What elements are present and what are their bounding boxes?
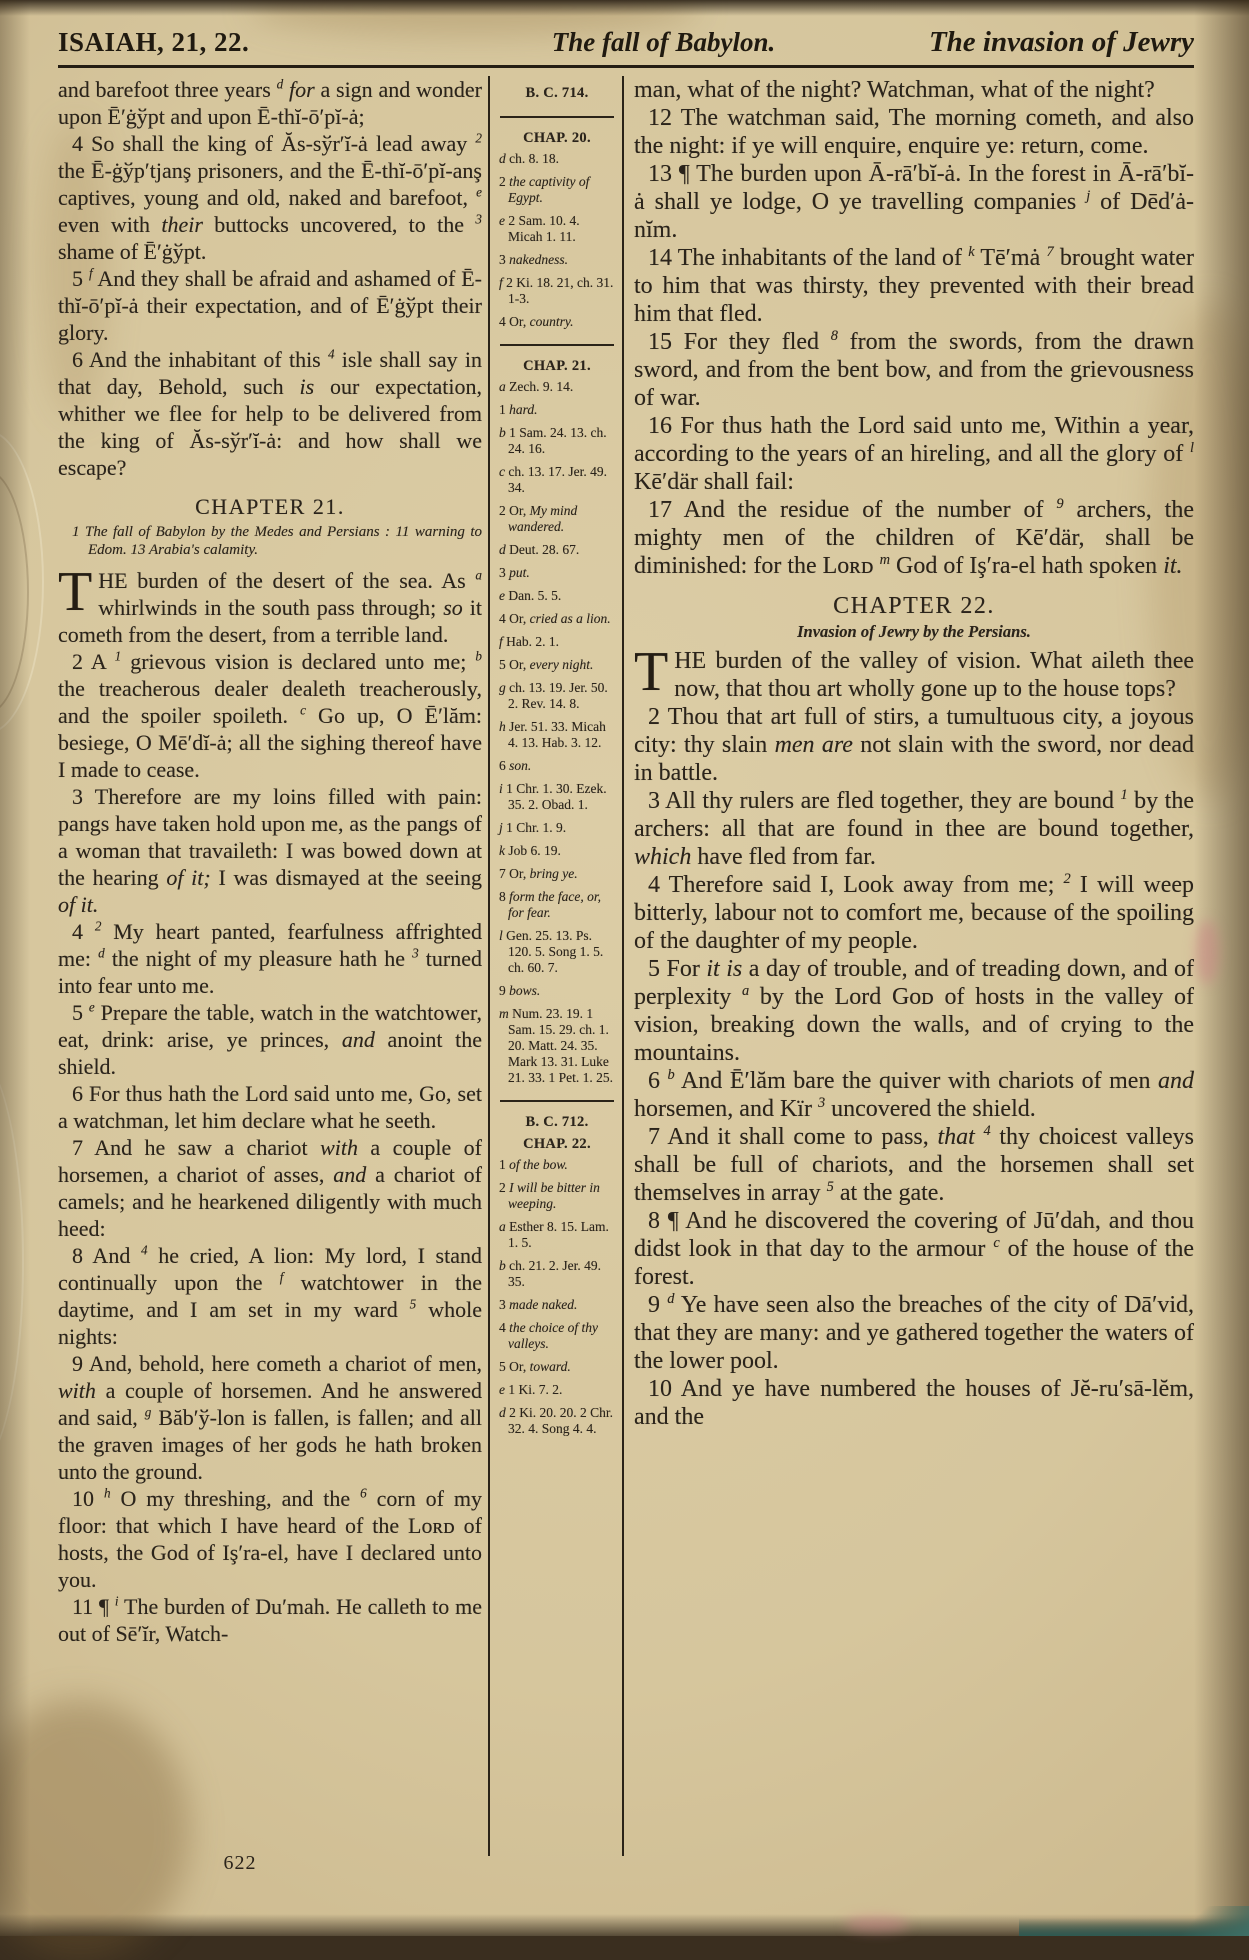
verse-paragraph: 6 $^b$ And Ē′lăm bare the quiver with chariots of men and horsemen, and Kïr $^3$ uncovered the shield. <box>634 1067 1194 1122</box>
chapter-title: CHAPTER 21. <box>195 494 345 519</box>
margin-ref-mark: 8 <box>830 328 838 344</box>
margin-ref-mark: c <box>300 702 306 718</box>
margin-reference-entry: 5 Or, toward. <box>499 1359 571 1374</box>
margin-reference-entry: 3 put. <box>499 565 530 580</box>
margin-reference-entry: m Num. 23. 19. 1 Sam. 15. 29. ch. 1. 20. Matt. 24. 35. Mark 13. 31. Luke 21. 33. 1 Pet. 1. 25. <box>499 1006 614 1085</box>
margin-ref-mark: k <box>968 244 975 260</box>
verse-paragraph: 5 For it is a day of trouble, and of treading down, and of perplexity $^a$ by the Lord Gᴏᴅ of hosts in the valley of vision, breaking down the walls, and of crying to the mountains. <box>634 956 1195 1066</box>
verse-paragraph: 4 So shall the king of Ăs-sўr′ĭ-ȧ lead away $^2$ the Ē-ġўp′tjanş prisoners, and the Ē-thĭ-ō′pĭ-anş captives, young and old, naked and barefoot, $^e$ even with their buttocks uncovered, to the $^3$ shame of Ē′ġўpt. <box>58 130 482 264</box>
margin-reference-entry: 5 Or, every night. <box>499 657 594 672</box>
verse-paragraph: 2 Thou that art full of stirs, a tumultuous city, a joyous city: thy slain men are not slain with the sword, nor dead in battle. <box>634 704 1194 786</box>
margin-ref-mark: 3 <box>412 945 419 961</box>
chapter-reference-heading: CHAP. 20. <box>523 130 591 146</box>
margin-ref-mark: f <box>279 1269 284 1285</box>
margin-ref-mark: 9 <box>1056 496 1064 512</box>
margin-reference-entry: 2 Or, My mind wandered. <box>499 503 578 534</box>
margin-ref-mark: l <box>1190 440 1194 456</box>
running-head-right-column: The invasion of Jewry <box>928 26 1194 58</box>
verse-paragraph: 7 And it shall come to pass, that $^4$ thy choicest valleys shall be full of chariots, and the horsemen shall set themselves in array $^5$ at the gate. <box>634 1123 1195 1206</box>
margin-reference-entry: 7 Or, bring ye. <box>499 866 578 881</box>
bc-date-heading: B. C. 714. <box>525 85 589 101</box>
margin-ref-mark: 3 <box>817 1095 826 1111</box>
margin-ref-mark: d <box>667 1291 675 1307</box>
margin-ref-mark: a <box>475 567 482 583</box>
chapter-summary: 1 The fall of Babylon by the Medes and Persians : 11 warning to Edom. 13 Arabia's calamity. <box>72 524 483 558</box>
verse-paragraph: 10 And ye have numbered the houses of Jĕ-ru′sā-lĕm, and the <box>634 1376 1194 1430</box>
margin-reference-entry: g ch. 13. 19. Jer. 50. 2. Rev. 14. 8. <box>499 680 608 711</box>
margin-reference-column <box>492 76 620 1856</box>
reference-section-rule <box>500 1100 614 1102</box>
verse-paragraph: 2 A $^1$ grievous vision is declared unto me; $^b$ the treacherous dealer dealeth treacherously, and the spoiler spoileth. $^c$ Go up, O Ē′lăm: besiege, O Mē′dĭ-ȧ; all the sighing thereof have I made to cease. <box>58 648 482 782</box>
verse-paragraph: 11 ¶ $^i$ The burden of Du′mah. He calleth to me out of Sē′ĭr, Watch- <box>58 1593 482 1646</box>
scan-edge-left <box>0 0 30 1936</box>
margin-ref-mark: h <box>103 1485 111 1501</box>
margin-ref-mark: 5 <box>826 1179 834 1195</box>
margin-ref-mark: 2 <box>1063 871 1071 887</box>
margin-ref-mark: d <box>98 945 105 961</box>
verse-paragraph: 17 And the residue of the number of $^9$ archers, the mighty men of the children of Kē′där, shall be diminished: for the Lᴏʀᴅ $^m$ God of Iş′ra-el hath spoken it. <box>634 496 1194 579</box>
margin-reference-entry: e 1 Ki. 7. 2. <box>499 1382 563 1397</box>
margin-reference-entry: k Job 6. 19. <box>499 843 561 858</box>
bc-date-heading: B. C. 712. <box>525 1114 589 1130</box>
reference-section-rule <box>500 344 614 346</box>
margin-reference-entry: 3 nakedness. <box>499 252 568 267</box>
header-rule <box>58 65 1194 68</box>
margin-reference-entry: l Gen. 25. 13. Ps. 120. 5. Song 1. 5. ch. 60. 7. <box>499 928 604 975</box>
right-text-column <box>626 76 1194 1856</box>
margin-ref-mark: 5 <box>409 1296 417 1312</box>
verse-paragraph: 3 Therefore are my loins filled with pain: pangs have taken hold upon me, as the pangs of a woman that travaileth: I was bowed down at the hearing of it; I was dismayed at the seeing of it. <box>58 784 482 917</box>
margin-ref-mark: 7 <box>1046 244 1054 260</box>
verse-paragraph: 16 For thus hath the Lord said unto me, Within a year, according to the years of an hireling, and all the glory of $^l$ Kē′där shall fail: <box>634 413 1194 495</box>
verse-paragraph: 14 The inhabitants of the land of $^k$ Tē′mȧ $^7$ brought water to him that was thirsty, they prevented with their bread him that fled. <box>634 244 1194 327</box>
reference-section-rule <box>500 116 614 118</box>
margin-reference-entry: 1 of the bow. <box>499 1157 568 1172</box>
page-number: 622 <box>223 1852 257 1874</box>
verse-paragraph: 9 And, behold, here cometh a chariot of men, with a couple of horsemen. And he answered and said, $^g$ Băb′ў-lon is fallen, is fallen; and all the graven images of her gods he hath broken unto the ground. <box>58 1351 482 1484</box>
verse-paragraph: man, what of the night? Watchman, what of the night? <box>634 77 1155 103</box>
chapter-reference-heading: CHAP. 21. <box>523 358 591 374</box>
margin-ref-mark: j <box>1086 188 1091 204</box>
verse-paragraph: 3 All thy rulers are fled together, they are bound $^1$ by the archers: all that are found in thee are bound together, which have fled from far. <box>634 787 1194 870</box>
margin-ref-mark: g <box>144 1404 152 1420</box>
margin-reference-entry: 3 made naked. <box>499 1297 578 1312</box>
margin-ref-mark: 2 <box>94 918 102 934</box>
verse-paragraph: 15 For they fled $^8$ from the swords, from the drawn sword, and from the bent bow, and from the grievousness of war. <box>634 328 1194 411</box>
margin-reference-entry: 4 Or, country. <box>499 314 574 329</box>
margin-ref-mark: 1 <box>114 648 122 664</box>
margin-ref-mark: 6 <box>360 1485 367 1501</box>
pink-smudge <box>845 1916 909 1932</box>
margin-ref-mark: 3 <box>475 211 482 227</box>
margin-ref-mark: b <box>667 1067 675 1083</box>
margin-ref-mark: 1 <box>1120 787 1128 803</box>
verse-paragraph: 5 $^e$ Prepare the table, watch in the watchtower, eat, drink: arise, ye princes, and anoint the shield. <box>58 999 482 1079</box>
margin-reference-entry: e Dan. 5. 5. <box>499 588 562 603</box>
margin-reference-entry: c ch. 13. 17. Jer. 49. 34. <box>499 464 607 495</box>
margin-reference-entry: a Zech. 9. 14. <box>499 379 574 394</box>
margin-reference-entry: d ch. 8. 18. <box>499 151 559 166</box>
binding-cloth-corner <box>1159 1906 1249 1936</box>
margin-reference-entry: a Esther 8. 15. Lam. 1. 5. <box>499 1219 609 1250</box>
margin-reference-entry: 1 hard. <box>499 402 538 417</box>
page-header <box>58 26 1194 59</box>
margin-reference-entry: 8 form the face, or, for fear. <box>499 889 601 920</box>
margin-ref-mark: d <box>276 76 284 92</box>
verse-paragraph: 6 For thus hath the Lord said unto me, Go, set a watchman, let him declare what he seeth. <box>58 1081 482 1133</box>
verse-paragraph: 5 $^f$ And they shall be afraid and ashamed of Ē-thĭ-ō′pĭ-ȧ their expectation, and of Ē′ġўpt their glory. <box>58 265 483 345</box>
verse-paragraph: 10 $^h$ O my threshing, and the $^6$ corn of my floor: that which I have heard of the Lᴏʀᴅ of hosts, the God of Iş′ra-el, have I declared unto you. <box>58 1485 483 1592</box>
verse-paragraph: 8 ¶ And he discovered the covering of Jū′dah, and thou didst look in that day to the armour $^c$ of the house of the forest. <box>634 1208 1194 1290</box>
text-columns <box>58 76 1194 1856</box>
margin-ref-mark: i <box>114 1593 119 1609</box>
margin-reference-entry: e 2 Sam. 10. 4. Micah 1. 11. <box>499 213 580 244</box>
column-divider-right <box>622 76 624 1856</box>
margin-ref-mark: c <box>993 1235 1000 1251</box>
verse-paragraph: 9 $^d$ Ye have seen also the breaches of the city of Dā′vid, that they are many: and ye gathered together the waters of the lower pool. <box>634 1291 1195 1374</box>
margin-reference-entry: d Deut. 28. 67. <box>499 542 580 557</box>
margin-ref-mark: 4 <box>327 346 335 362</box>
chapter-summary: Invasion of Jewry by the Persians. <box>797 622 1031 641</box>
drop-cap-initial: T <box>634 641 669 703</box>
margin-reference-entry: j 1 Chr. 1. 9. <box>499 820 567 835</box>
chapter-title: CHAPTER 22. <box>833 593 995 619</box>
verse-paragraph: 4 $^2$ My heart panted, fearfulness affrighted me: $^d$ the night of my pleasure hath he $^3$ turned into fear unto me. <box>58 918 483 998</box>
pink-smudge <box>1195 920 1219 984</box>
margin-ref-mark: e <box>476 184 482 200</box>
margin-ref-mark: 2 <box>475 130 482 146</box>
margin-ref-mark: 4 <box>983 1123 991 1139</box>
margin-ref-mark: b <box>475 648 482 664</box>
book-chapter-title: ISAIAH, 21, 22. <box>58 27 250 57</box>
scan-edge-top <box>0 0 1249 16</box>
margin-reference-entry: b ch. 21. 2. Jer. 49. 35. <box>499 1258 601 1289</box>
margin-ref-mark: f <box>88 265 93 281</box>
margin-reference-entry: h Jer. 51. 33. Micah 4. 13. Hab. 3. 12. <box>499 719 606 750</box>
margin-reference-entry: 6 son. <box>499 758 532 773</box>
margin-reference-entry: 9 bows. <box>499 983 541 998</box>
margin-reference-entry: 2 I will be bitter in weeping. <box>499 1180 600 1211</box>
verse-paragraph: 8 And $^4$ he cried, A lion: My lord, I stand continually upon the $^f$ watchtower in the daytime, and I am set in my ward $^5$ whole nights: <box>58 1242 483 1349</box>
verse-paragraph: THE burden of the desert of the sea. As $^a$ whirlwinds in the south pass through; so it cometh from the desert, from a terrible land. <box>58 561 482 647</box>
verse-paragraph: 7 And he saw a chariot with a couple of horsemen, a chariot of asses, and a chariot of camels; and he hearkened diligently with much heed: <box>58 1135 483 1241</box>
margin-reference-entry: 4 Or, cried as a lion. <box>499 611 611 626</box>
verse-paragraph: and barefoot three years $^d$ for a sign and wonder upon Ē′ġўpt and upon Ē-thĭ-ō′pĭ-ȧ; <box>58 76 482 129</box>
margin-reference-entry: b 1 Sam. 24. 13. ch. 24. 16. <box>499 425 607 456</box>
margin-ref-mark: e <box>88 999 95 1015</box>
verse-paragraph: THE burden of the valley of vision. What aileth thee now, that thou art wholly gone up to the house tops? <box>634 641 1194 703</box>
drop-cap-initial: T <box>58 561 93 623</box>
left-text-column <box>58 76 486 1856</box>
verse-paragraph: 13 ¶ The burden upon Ā-rā′bĭ-ȧ. In the forest in Ā-rā′bĭ-ȧ shall ye lodge, O ye travelling companies $^j$ of Dēd′ȧ-nĭm. <box>634 161 1194 243</box>
page-content <box>58 26 1194 1856</box>
margin-ref-mark: 4 <box>140 1242 148 1258</box>
margin-reference-entry: 4 the choice of thy valleys. <box>499 1320 598 1351</box>
verse-paragraph: 6 And the inhabitant of this $^4$ isle shall say in that day, Behold, such is our expectation, whither we flee for help to be delivered from the king of Ăs-sўr′ĭ-ȧ: and how shall we escape? <box>58 346 482 480</box>
margin-ref-mark: a <box>742 983 750 999</box>
verse-paragraph: 12 The watchman said, The morning cometh, and also the night: if ye will enquire, enquire ye: return, come. <box>634 105 1194 159</box>
column-divider-left <box>488 76 490 1856</box>
running-head-left-column: The fall of Babylon. <box>551 27 776 57</box>
margin-reference-entry: f 2 Ki. 18. 21, ch. 31. 1-3. <box>499 275 614 306</box>
margin-reference-entry: d 2 Ki. 20. 20. 2 Chr. 32. 4. Song 4. 4. <box>499 1405 614 1436</box>
chapter-reference-heading: CHAP. 22. <box>523 1136 591 1152</box>
margin-reference-entry: f Hab. 2. 1. <box>499 634 560 649</box>
margin-ref-mark: m <box>879 552 890 568</box>
verse-paragraph: 4 Therefore said I, Look away from me; $^2$ I will weep bitterly, labour not to comfort me, because of the spoiling of the daughter of my people. <box>634 871 1195 954</box>
margin-reference-entry: i 1 Chr. 1. 30. Ezek. 35. 2. Obad. 1. <box>499 781 607 812</box>
margin-reference-entry: 2 the captivity of Egypt. <box>499 174 590 205</box>
